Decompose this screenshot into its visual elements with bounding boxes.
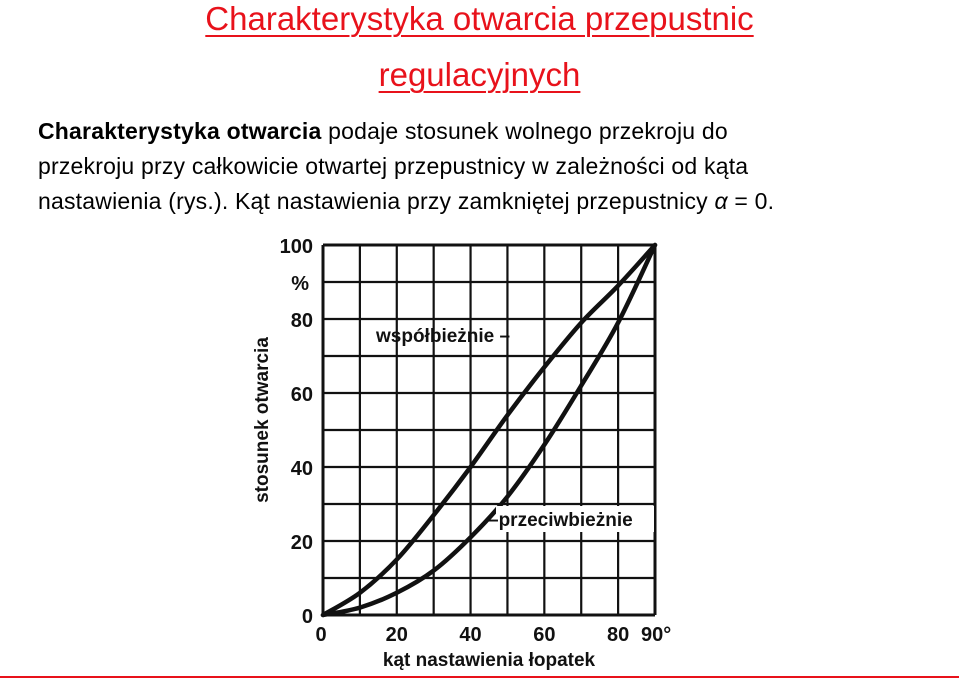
page-title-line2: regulacyjnych (378, 56, 581, 93)
x-tick-label: 40 (459, 624, 482, 646)
y-tick-label: 80 (290, 310, 313, 332)
description-line3-pre: nastawienia (rys.). Kąt nastawienia przy zamkniętej przepustnicy (38, 188, 715, 214)
x-tick-label: 90° (641, 624, 672, 646)
description-line3-post: = 0. (727, 188, 775, 214)
y-tick-label: 60 (290, 384, 313, 406)
y-tick-label: 100 (279, 236, 313, 258)
y-tick-label: 0 (301, 606, 313, 628)
x-tick-label: 0 (315, 624, 327, 646)
y-tick-label: 20 (290, 532, 313, 554)
x-tick-label: 80 (606, 624, 630, 646)
x-axis-title: kąt nastawienia łopatek (382, 650, 596, 671)
x-tick-label: 60 (533, 624, 556, 646)
page-title-line1: Charakterystyka otwarcia przepustnic (205, 0, 754, 37)
bottom-divider (0, 676, 959, 678)
alpha-symbol: α (714, 188, 728, 214)
description-line1-rest: podaje stosunek wolnego przekroju do (321, 118, 728, 144)
y-tick-label: 40 (290, 458, 313, 480)
annotation-wspolbieznie: współbieżnie – (376, 326, 511, 347)
chart-tick-labels (280, 236, 672, 646)
x-tick-label: 20 (385, 624, 408, 646)
annotation-przeciwbieznie: –przeciwbieżnie (488, 510, 633, 531)
y-axis-title: stosunek otwarcia (252, 337, 273, 503)
description-line2: przekroju przy całkowicie otwartej przepustnicy w zależności od kąta (38, 153, 749, 179)
description-bold: Charakterystyka otwarcia (38, 118, 322, 144)
y-unit-label: % (291, 273, 309, 295)
